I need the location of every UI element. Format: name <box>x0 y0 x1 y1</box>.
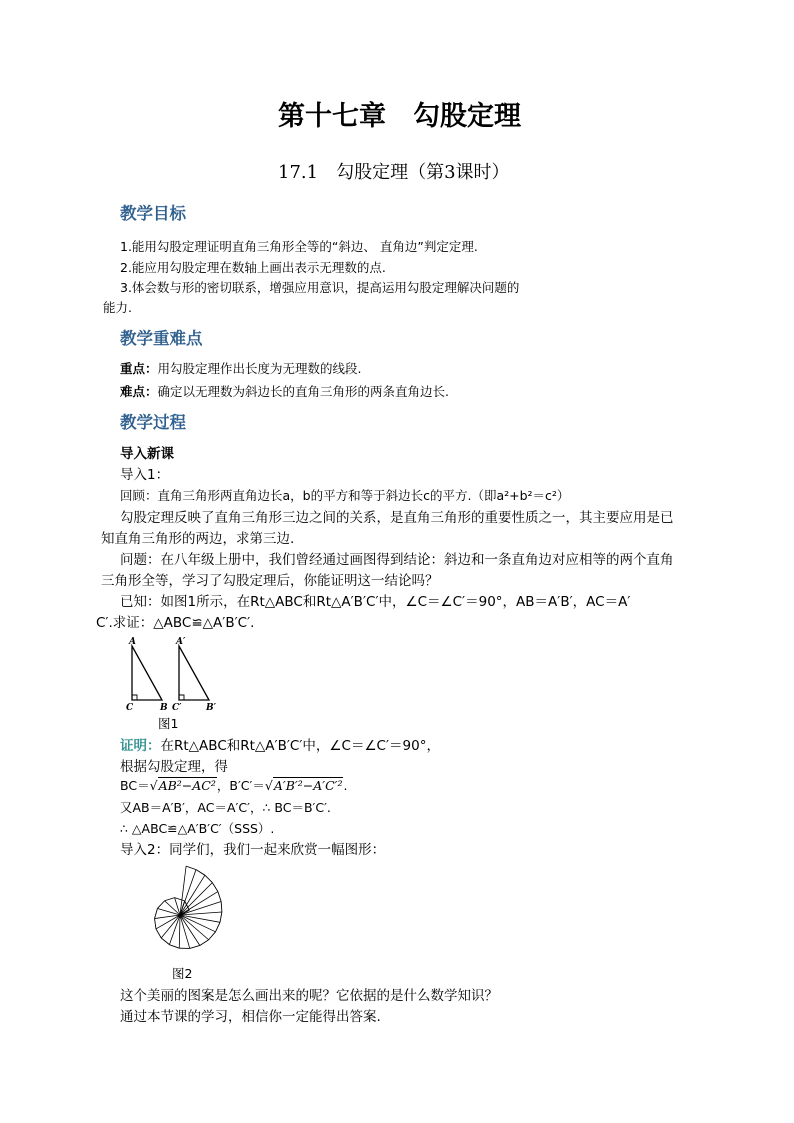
label-b: B <box>160 703 168 713</box>
spiral-edge <box>155 908 158 918</box>
proof-label: 证明： <box>120 738 161 754</box>
key-text: 用勾股定理作出长度为无理数的线段. <box>157 361 362 376</box>
proof-end: . <box>343 778 348 793</box>
difficult-text: 确定以无理数为斜边长的直角三角形的两条直角边长. <box>157 384 449 399</box>
intro-heading: 导入新课 <box>120 446 174 462</box>
spiral-ray <box>179 915 180 948</box>
paragraph-1a: 勾股定理反映了直角三角形三边之间的关系，是直角三角形的重要性质之一，其主要应用是已 <box>120 510 674 526</box>
paragraph-3a: 已知：如图1所示，在Rt△ABC和Rt△A′B′C′中，∠C＝∠C′＝90°，AB＝A′B′，AC＝A′ <box>120 594 631 610</box>
spiral-edge <box>155 919 156 929</box>
spiral-ray <box>156 915 180 929</box>
proof-text-1: 在Rt△ABC和Rt△A′B′C′中，∠C＝∠C′＝90°， <box>160 738 440 754</box>
sqrt-sign-2: √ <box>264 778 273 793</box>
review-text: 回顾：直角三角形两直角边长a，b的平方和等于斜边长c的平方.（即a²+b²＝c²） <box>120 488 570 503</box>
proof-line-4: 又AB＝A′B′，AC＝A′C′，∴ BC＝B′C′. <box>120 800 331 815</box>
radicand-2: A′B′²−A′C′² <box>273 778 343 793</box>
sqrt-sign-1: √ <box>149 778 158 793</box>
label-c: C <box>126 703 134 713</box>
spiral-edge <box>165 898 175 901</box>
spiral-edge <box>221 902 222 912</box>
intro2-text: 导入2：同学们，我们一起来欣赏一幅图形： <box>120 842 386 858</box>
figure-2-spiral <box>118 864 242 966</box>
spiral-edge <box>212 883 218 892</box>
proof-mid: ，B′C′＝ <box>216 778 265 793</box>
spiral-edge <box>200 940 209 946</box>
spiral-edge <box>169 945 179 949</box>
spiral-edge <box>186 866 196 869</box>
section-heading-key-points: 教学重难点 <box>120 329 203 348</box>
paragraph-2a: 问题：在八年级上册中，我们曾经通过画图得到结论：斜边和一条直角边对应相等的两个直角 <box>120 552 674 568</box>
paragraph-2b: 三角形全等，学习了勾股定理后，你能证明这一结论吗？ <box>101 573 439 589</box>
key-point <box>120 361 362 377</box>
spiral-ray <box>180 915 190 948</box>
spiral-ray <box>180 883 212 915</box>
spiral-ray <box>180 915 209 940</box>
label-a-prime: A′ <box>176 637 186 647</box>
section-heading-objectives: 教学目标 <box>120 204 186 223</box>
difficult-label: 难点： <box>120 384 158 399</box>
figure-2-caption: 图2 <box>172 966 193 981</box>
right-angle-mark-c2 <box>179 695 184 700</box>
spiral-edge <box>190 945 200 948</box>
paragraph-3b: C′.求证：△ABC≌△A′B′C′. <box>96 615 255 631</box>
objective-2: 2.能应用勾股定理在数轴上画出表示无理数的点. <box>120 260 386 275</box>
label-a: A <box>129 637 136 647</box>
right-angle-mark-c <box>132 695 137 700</box>
proof-line-1 <box>120 737 440 755</box>
spiral-edge <box>175 898 185 901</box>
spiral-edge <box>205 875 212 882</box>
spiral-edge <box>157 901 164 909</box>
spiral-ray <box>161 915 180 938</box>
spiral-ray <box>180 915 220 922</box>
spiral-edge <box>156 929 161 938</box>
objective-3-cont: 能力. <box>103 300 132 315</box>
spiral-ray <box>180 912 222 915</box>
spiral-edge <box>220 912 222 922</box>
spiral-ray <box>180 875 205 915</box>
proof-line-3 <box>120 778 347 794</box>
intro1-label: 导入1： <box>120 467 170 483</box>
figure-1-caption: 图1 <box>158 716 179 731</box>
label-c-prime: C′ <box>172 703 182 713</box>
proof-bc-label: BC＝ <box>120 778 150 793</box>
spiral-edge <box>209 932 216 940</box>
paragraph-1b: 知直角三角形的两边，求第三边. <box>101 531 295 547</box>
spiral-edge <box>218 892 221 902</box>
chapter-title: 第十七章 勾股定理 <box>278 101 521 132</box>
spiral-edge <box>216 922 220 931</box>
key-label: 重点： <box>120 361 158 376</box>
objective-1: 1.能用勾股定理证明直角三角形全等的“斜边、 直角边”判定定理. <box>120 239 478 254</box>
objective-3: 3.体会数与形的密切联系，增强应用意识，提高运用勾股定理解决问题的 <box>120 280 520 295</box>
figure-1-triangles <box>120 632 230 714</box>
spiral-edge <box>196 870 205 876</box>
triangle-abc <box>132 646 162 700</box>
triangle-a2b2c2 <box>179 646 209 700</box>
spiral-edge <box>185 901 190 910</box>
lesson-subtitle: 17.1 勾股定理（第3课时） <box>278 162 510 183</box>
spiral-ray <box>180 866 186 915</box>
radicand-1: AB²−AC² <box>158 778 216 793</box>
question-line-1: 这个美丽的图案是怎么画出来的呢？它依据的是什么数学知识？ <box>120 988 498 1004</box>
label-b-prime: B′ <box>206 703 216 713</box>
spiral-ray <box>169 915 180 945</box>
question-line-2: 通过本节课的学习，相信你一定能得出答案. <box>120 1009 381 1025</box>
section-heading-process: 教学过程 <box>120 413 186 432</box>
difficult-point <box>120 384 449 400</box>
proof-line-5: ∴ △ABC≌△A′B′C′（SSS）. <box>120 821 275 836</box>
spiral-edge <box>161 938 169 945</box>
proof-line-2: 根据勾股定理，得 <box>120 759 228 775</box>
